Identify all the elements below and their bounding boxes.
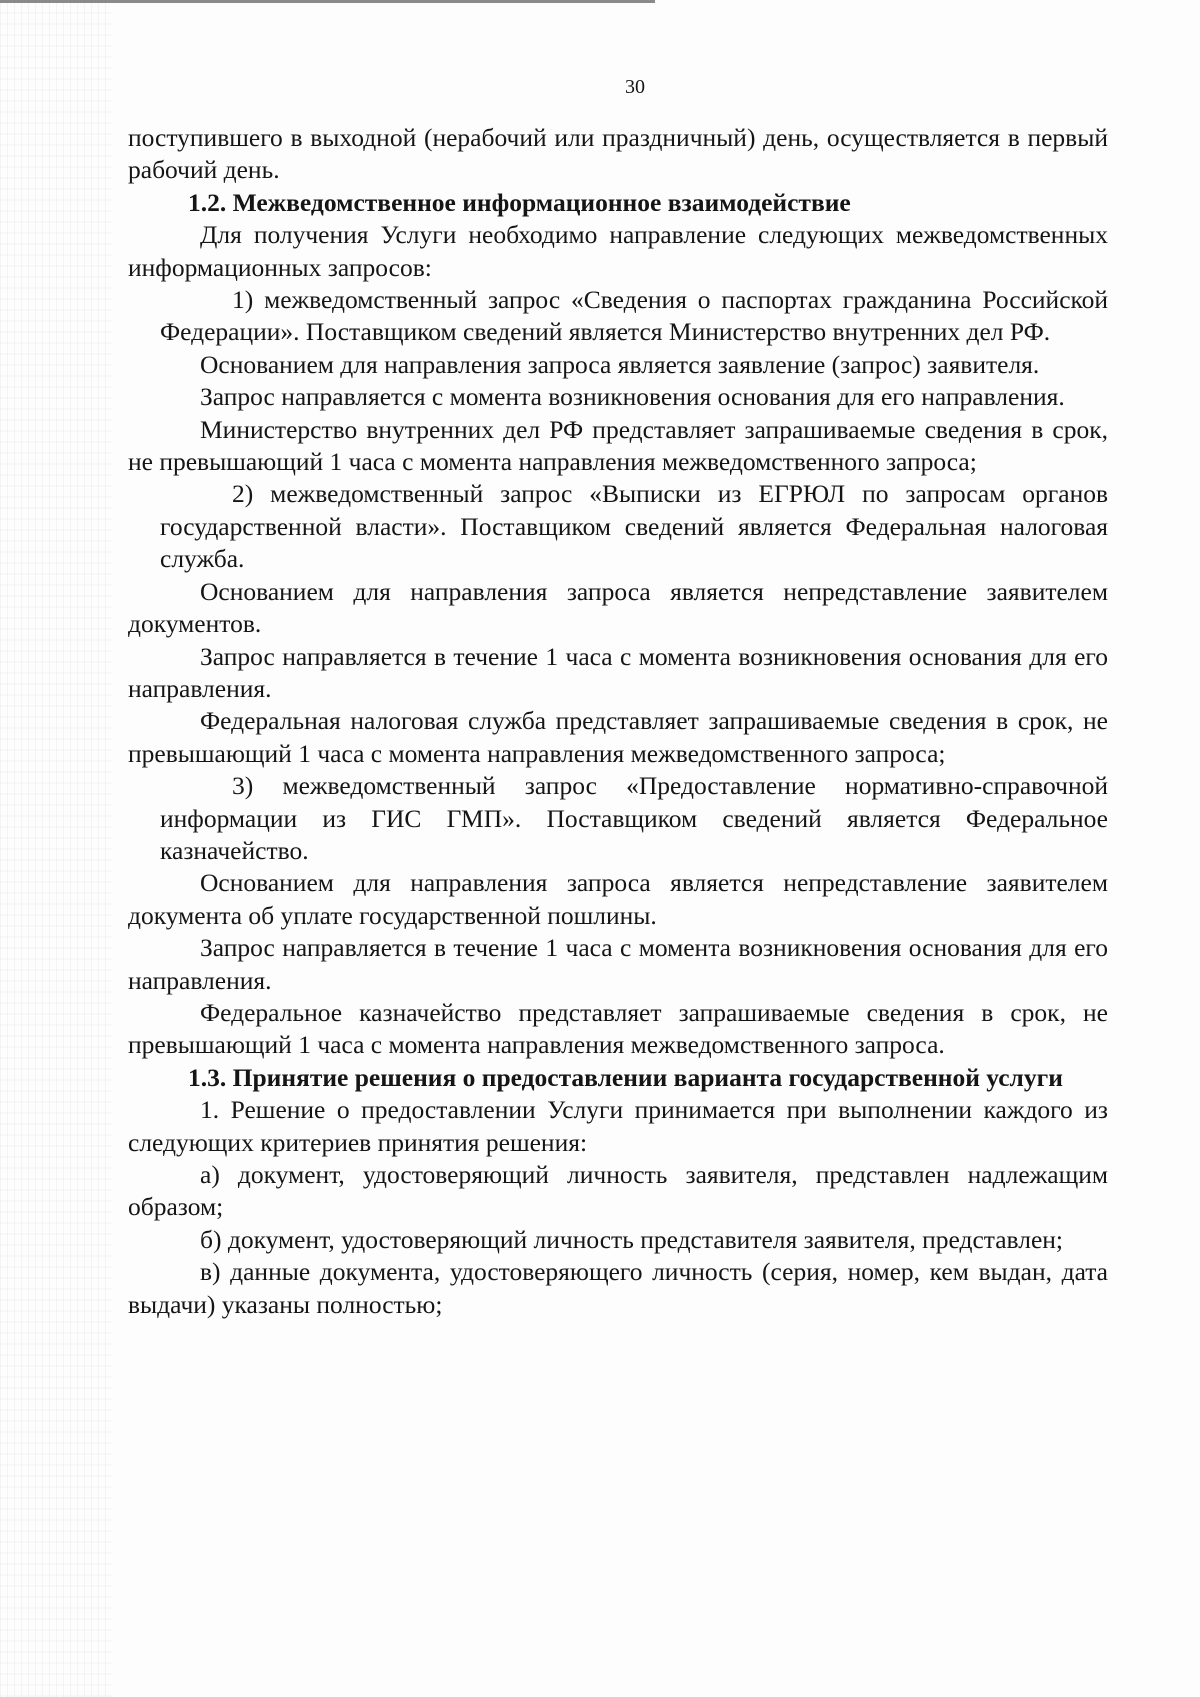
scan-noise-strip xyxy=(0,0,112,1697)
scan-top-edge xyxy=(0,0,655,3)
paragraph: Федеральная налоговая служба представляет запрашиваемые сведения в срок, не превышающий 1 часа с момента направления межведомственного запроса; xyxy=(128,706,1108,768)
paragraph: 1. Решение о предоставлении Услуги принимается при выполнении каждого из следующих критериев принятия решения: xyxy=(128,1095,1108,1157)
section-heading-1-3: 1.3. Принятие решения о предоставлении варианта государственной услуги xyxy=(188,1062,1063,1092)
paragraph: Федеральное казначейство представляет запрашиваемые сведения в срок, не превышающий 1 часа с момента направления межведомственного запроса. xyxy=(128,997,1108,1060)
document-body xyxy=(128,122,1108,1321)
list-item-1: 1) межведомственный запрос «Сведения о паспортах гражданина Российской Федерации». Поставщиком сведений является Министерство внутренних дел РФ. xyxy=(160,285,1108,347)
criterion-b: б) документ, удостоверяющий личность представителя заявителя, представлен; xyxy=(200,1224,1064,1254)
section-heading-1-2: 1.2. Межведомственное информационное взаимодействие xyxy=(188,187,851,217)
criterion-c: в) данные документа, удостоверяющего личность (серия, номер, кем выдан, дата выдачи) указаны полностью; xyxy=(128,1257,1108,1319)
paragraph: Основанием для направления запроса является непредставление заявителем документов. xyxy=(128,576,1108,639)
paragraph: Основанием для направления запроса является заявление (запрос) заявителя. xyxy=(200,349,1040,379)
paragraph: Для получения Услуги необходимо направление следующих межведомственных информационных запросов: xyxy=(128,220,1108,282)
paragraph: Запрос направляется в течение 1 часа с момента возникновения основания для его направления. xyxy=(128,641,1108,703)
criterion-a: а) документ, удостоверяющий личность заявителя, представлен надлежащим образом; xyxy=(128,1160,1108,1222)
paragraph: Министерство внутренних дел РФ представляет запрашиваемые сведения в срок, не превышающий 1 часа с момента направления межведомственного запроса; xyxy=(128,414,1108,477)
paragraph: Запрос направляется в течение 1 часа с момента возникновения основания для его направления. xyxy=(128,933,1108,995)
paragraph: Основанием для направления запроса является непредставление заявителем документа об уплате государственной пошлины. xyxy=(128,868,1108,930)
list-item-2: 2) межведомственный запрос «Выписки из ЕГРЮЛ по запросам органов государственной власти». Поставщиком сведений является Федеральная налоговая служба. xyxy=(160,479,1108,574)
page-number: 30 xyxy=(625,76,645,98)
paragraph: поступившего в выходной (нерабочий или праздничный) день, осуществляется в первый рабочий день. xyxy=(128,123,1108,185)
paragraph: Запрос направляется с момента возникновения основания для его направления. xyxy=(200,382,1065,412)
list-item-3: 3) межведомственный запрос «Предоставление нормативно-справочной информации из ГИС ГМП». Поставщиком сведений является Федеральное казначейство. xyxy=(160,771,1108,865)
